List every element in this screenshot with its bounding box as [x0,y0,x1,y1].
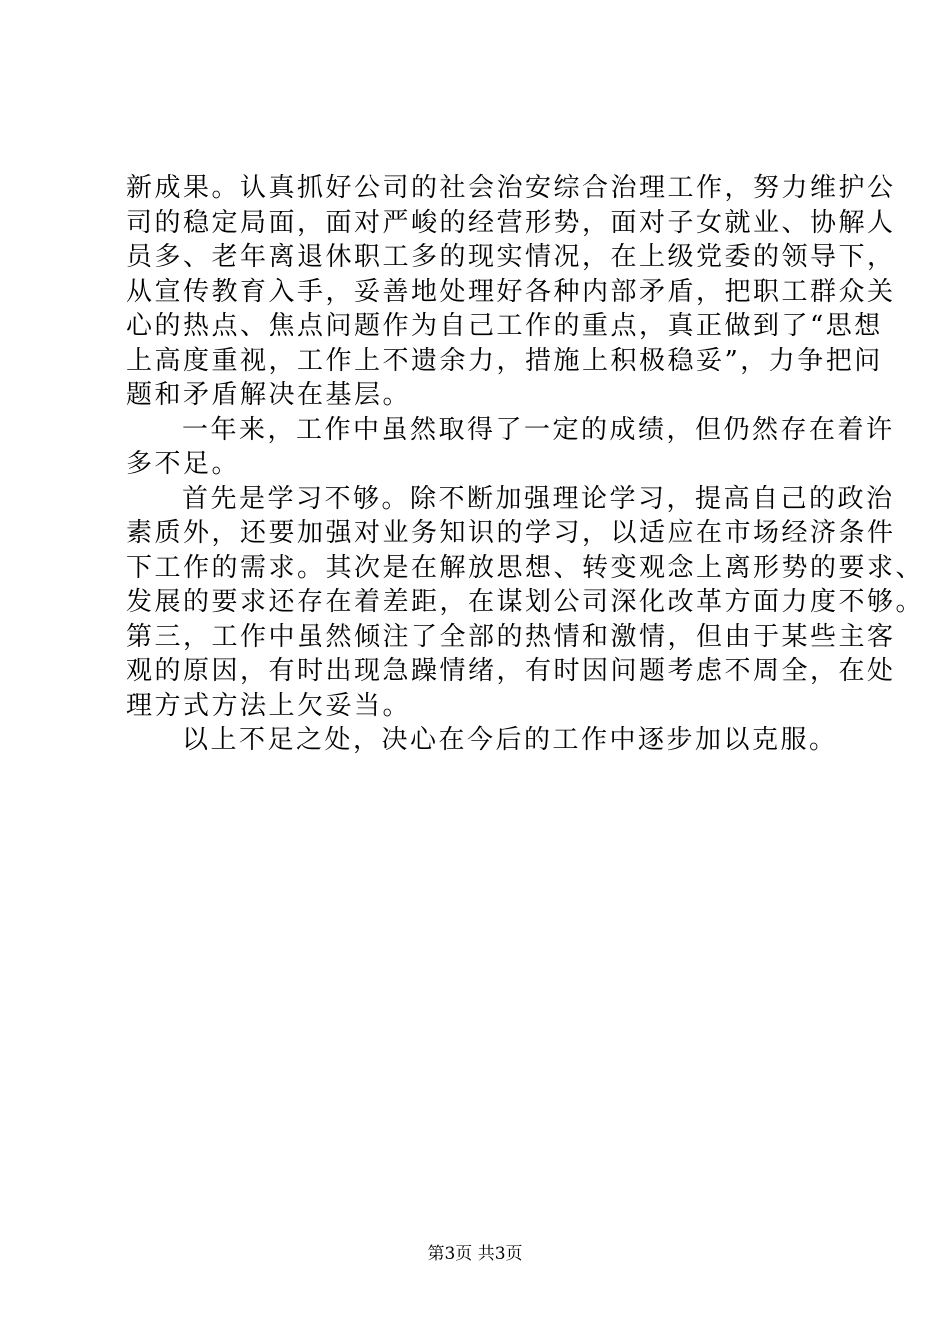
text-line: 心的热点、焦点问题作为自己工作的重点，真正做到了“思想 [126,311,883,341]
text-line: 下工作的需求。其次是在解放思想、转变观念上离形势的要求、 [126,552,925,583]
text-line: 理方式方法上欠妥当。 [126,690,412,721]
text-line: 上高度重视，工作上不遗余力，措施上积极稳妥”，力争把问 [126,345,883,376]
text-line: 新成果。认真抓好公司的社会治安综合治理工作，努力维护公 [126,173,896,203]
text-line: 发展的要求还存在着差距，在谋划公司深化改革方面力度不够。 [126,587,925,617]
text-line: 从宣传教育入手，妥善地处理好各种内部矛盾，把职工群众关 [126,276,896,307]
text-line: 司的稳定局面，面对严峻的经营形势，面对子女就业、协解人 [126,207,896,238]
text-line: 素质外，还要加强对业务知识的学习，以适应在市场经济条件 [126,518,896,548]
text-line: 观的原因，有时出现急躁情绪，有时因问题考虑不周全，在处 [126,656,896,686]
page-number-footer: 第3页 共3页 [427,1244,523,1264]
text-line: 首先是学习不够。除不断加强理论学习，提高自己的政治 [182,483,895,514]
document-body [126,171,925,758]
text-line: 员多、老年离退休职工多的现实情况，在上级党委的领导下， [126,242,896,272]
text-line: 多不足。 [126,449,241,479]
text-line: 第三，工作中虽然倾注了全部的热情和激情，但由于某些主客 [126,621,896,652]
text-line: 题和矛盾解决在基层。 [126,380,412,410]
text-line: 以上不足之处，决心在今后的工作中逐步加以克服。 [182,725,838,755]
text-line: 一年来，工作中虽然取得了一定的成绩，但仍然存在着许 [182,414,895,445]
